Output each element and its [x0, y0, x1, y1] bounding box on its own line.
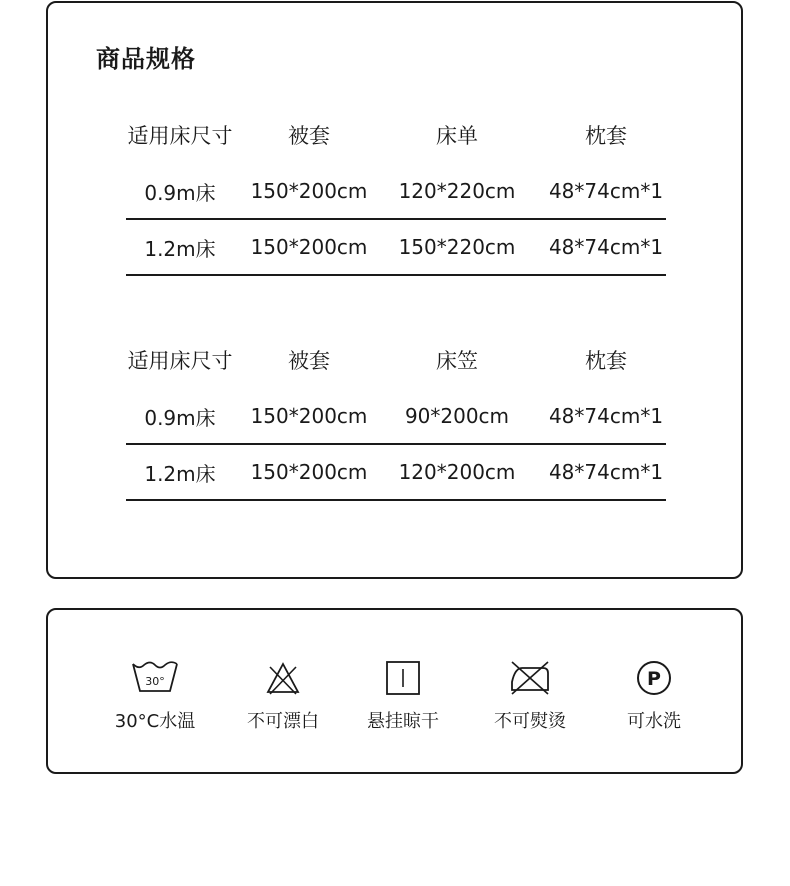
- care-item-wash-30: [90, 658, 220, 733]
- table-cell: 48*74cm*1: [548, 235, 664, 259]
- care-label: 可水洗: [627, 711, 681, 732]
- table-cell: 150*200cm: [250, 179, 368, 203]
- care-label: 不可漂白: [247, 711, 319, 732]
- table-cell: 150*200cm: [250, 404, 368, 428]
- care-item-washable: [589, 658, 719, 733]
- header-bed-size: 适用床尺寸: [127, 349, 233, 373]
- care-label: 悬挂晾干: [367, 711, 439, 732]
- table-cell: 120*220cm: [398, 179, 516, 203]
- table-cell: 48*74cm*1: [548, 404, 664, 428]
- care-label: 不可熨烫: [494, 711, 566, 732]
- table-header-row: [126, 331, 666, 389]
- header-bed-size: 适用床尺寸: [127, 124, 233, 148]
- svg-text:30°: 30°: [145, 675, 165, 688]
- table-cell: 150*220cm: [398, 235, 516, 259]
- care-item-hang-dry: [338, 658, 468, 733]
- no-iron-icon: [506, 658, 554, 698]
- spec-card: [46, 1, 743, 579]
- care-label: 30°C水温: [114, 711, 196, 732]
- no-bleach-icon: [259, 658, 307, 698]
- table-cell: 0.9m床: [144, 180, 216, 205]
- spec-table: [126, 331, 666, 501]
- spec-title: 商品规格: [96, 45, 196, 73]
- table-row: [126, 389, 666, 445]
- header-sheet: 床单: [436, 124, 478, 148]
- header-duvet: 被套: [288, 349, 330, 373]
- table-row: [126, 164, 666, 220]
- table-cell: 1.2m床: [144, 236, 216, 261]
- svg-text:P: P: [647, 668, 661, 690]
- care-card: [46, 608, 743, 774]
- table-header-row: [126, 106, 666, 164]
- hang-dry-icon: [379, 658, 427, 698]
- header-duvet: 被套: [288, 124, 330, 148]
- table-cell: 150*200cm: [250, 235, 368, 259]
- care-item-no-bleach: [218, 658, 348, 733]
- header-pillowcase: 枕套: [585, 124, 627, 148]
- table-row: [126, 445, 666, 501]
- header-fitted-sheet: 床笠: [436, 349, 478, 373]
- table-cell: 150*200cm: [250, 460, 368, 484]
- care-item-no-iron: [465, 658, 595, 733]
- wash-30-icon: [131, 658, 179, 698]
- table-cell: 120*200cm: [398, 460, 516, 484]
- table-cell: 48*74cm*1: [548, 179, 664, 203]
- table-cell: 0.9m床: [144, 405, 216, 430]
- table-cell: 1.2m床: [144, 461, 216, 486]
- header-pillowcase: 枕套: [585, 349, 627, 373]
- table-cell: 48*74cm*1: [548, 460, 664, 484]
- dry-clean-p-icon: [630, 658, 678, 698]
- table-row: [126, 220, 666, 276]
- table-cell: 90*200cm: [404, 404, 510, 428]
- spec-table: [126, 106, 666, 276]
